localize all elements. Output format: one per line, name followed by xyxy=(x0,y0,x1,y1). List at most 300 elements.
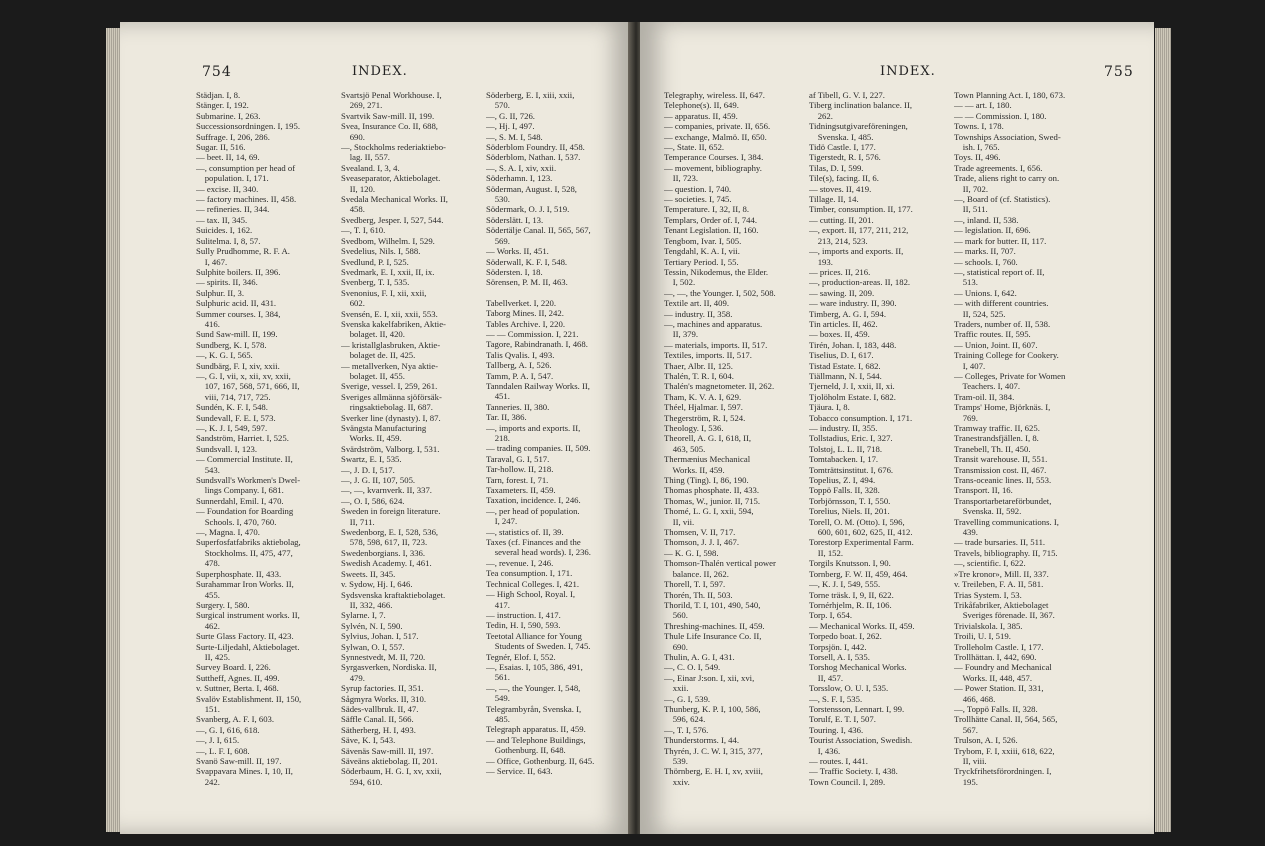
index-entry: 262. xyxy=(809,110,833,121)
index-entry: Trade, aliens right to carry on. xyxy=(954,173,1060,184)
index-entry: — schools. I, 760. xyxy=(954,256,1018,267)
index-entry: Telegraph apparatus. II, 459. xyxy=(486,724,586,735)
index-entry: —, K. J. I, 549, 597. xyxy=(196,423,268,433)
index-entry: Sundsvall. I, 123. xyxy=(196,443,258,454)
index-entry: —, Esaias. I, 105, 386, 491, xyxy=(486,661,583,672)
index-entry: —, G. I, 616, 618. xyxy=(196,724,260,735)
index-entry: — Foundry and Mechanical xyxy=(954,662,1052,673)
index-entry: Tjerneld, J. I, xxii, II, xi. xyxy=(809,381,895,392)
index-entry: Svensén, E. I, xii, xxii, 553. xyxy=(341,308,438,319)
index-entry: Trybom, F. I, xxiii, 618, 622, xyxy=(954,745,1055,756)
index-entry: Sörensen, P. M. II, 463. xyxy=(486,277,568,288)
index-entry: — spirits. II, 346. xyxy=(196,277,258,288)
index-entry: Swedish Academy. I, 461. xyxy=(341,558,432,569)
index-entry: Tranestrandsfjällen. I, 8. xyxy=(954,433,1039,444)
index-entry: Sugar. II, 516. xyxy=(196,142,246,153)
index-entry: 416. xyxy=(196,318,220,329)
index-entry: — trade bursaries. II, 511. xyxy=(954,537,1046,548)
index-entry: — legislation. II, 696. xyxy=(954,225,1031,236)
index-entry: —, scientific. I, 622. xyxy=(954,558,1026,569)
index-entry: 602. xyxy=(341,298,365,309)
index-entry: Thermænius Mechanical xyxy=(664,454,751,465)
index-entry: Surte Glass Factory. II, 423. xyxy=(196,631,294,642)
index-entry: Tollstadius, Eric. I, 327. xyxy=(809,433,893,444)
index-entry: II, 511. xyxy=(954,204,988,215)
index-entry: Tiselius, D. I, 617. xyxy=(809,350,874,361)
index-entry: Surgical instrument works. II, xyxy=(196,610,300,621)
index-entry: Torgils Knutsson. I, 90. xyxy=(809,558,891,569)
index-entry: Trolleholm Castle. I, 177. xyxy=(954,641,1044,652)
index-entry: —, Hj. I, 497. xyxy=(486,121,535,132)
index-entry: Temperance Courses. I, 384. xyxy=(664,152,764,163)
index-entry: Tiällmann, N. I, 544. xyxy=(809,370,882,381)
index-entry: Tiberg inclination balance. II, xyxy=(809,100,913,111)
index-entry: Svartvik Saw-mill. II, 199. xyxy=(341,110,435,121)
index-entry: Sandström, Harriet. I, 525. xyxy=(196,433,289,444)
index-entry: Tanneries. II, 380. xyxy=(486,401,550,412)
index-entry: Timberg, A. G. I, 594. xyxy=(809,308,886,319)
index-entry: Svenska. II, 592. xyxy=(954,506,1022,517)
index-entry: 600, 601, 602, 625, II, 412. xyxy=(809,527,913,538)
index-entry: — materials, imports. II, 517. xyxy=(664,339,768,350)
index-entry: v. Suttner, Berta. I, 468. xyxy=(196,683,279,694)
index-entry: Söderblom, Nathan. I, 537. xyxy=(486,152,581,163)
index-entry: — cutting. II, 201. xyxy=(809,214,874,225)
index-entry: — refineries. II, 344. xyxy=(196,204,270,215)
index-entry: Tanndalen Railway Works. II, xyxy=(486,380,590,391)
index-entry: Tedin, H. I, 590, 593. xyxy=(486,620,561,631)
index-entry: v. Sydow, Hj. I, 646. xyxy=(341,579,413,590)
index-entry: 463, 505. xyxy=(664,443,706,454)
index-entry: 195. xyxy=(954,776,978,787)
index-entry: Sävenäs Saw-mill. II, 197. xyxy=(341,745,434,756)
index-entry: — industry. II, 355. xyxy=(809,423,878,433)
left-page xyxy=(120,22,632,834)
index-entry: Tram-oil. II, 384. xyxy=(954,391,1015,402)
index-entry: 543. xyxy=(196,464,220,475)
index-entry: —, Stockholms rederiaktiebo- xyxy=(341,142,446,153)
index-entry: Svartsjö Penal Workhouse. I, xyxy=(341,90,442,100)
index-entry: Traffic routes. II, 595. xyxy=(954,329,1031,340)
index-entry: Trade agreements. I, 656. xyxy=(954,162,1043,173)
index-entry: Thunberg, K. P. I, 100, 586, xyxy=(664,703,761,714)
index-entry: — sawing. II, 209. xyxy=(809,287,875,298)
index-entry: — K. G. I, 598. xyxy=(664,547,719,558)
index-entry: Tornérhjelm, R. II, 106. xyxy=(809,599,892,610)
index-entry: —, imports and exports. II, xyxy=(809,246,904,257)
index-entry: — apparatus. II, 459. xyxy=(664,110,738,121)
index-entry: — kristallglasbruken, Aktie- xyxy=(341,339,441,350)
index-entry: Thulin, A. G. I, 431. xyxy=(664,651,735,662)
index-entry: —, —, the Younger. I, 502, 508. xyxy=(664,287,776,298)
index-entry: Tarn, forest. I, 71. xyxy=(486,474,549,485)
index-entry: Toys. II, 496. xyxy=(954,152,1001,163)
index-entry: Tobacco consumption. I, 171. xyxy=(809,412,913,423)
index-entry: Works. II, 459. xyxy=(664,464,725,475)
index-entry: Trias System. I, 53. xyxy=(954,589,1022,600)
index-entry: 269, 271. xyxy=(341,100,383,111)
index-entry: Svanö Saw-mill. II, 197. xyxy=(196,756,282,766)
index-entry: Tranebell, Th. II, 450. xyxy=(954,443,1031,454)
index-entry: —, —, kvarnverk. II, 337. xyxy=(341,485,432,496)
index-entry: Söderman, August. I, 528, xyxy=(486,183,577,194)
index-entry: Södermark, O. J. I, 519. xyxy=(486,204,570,215)
index-entry: — Union, Joint. II, 607. xyxy=(954,339,1038,350)
index-entry: Thomé, L. G. I, xxii, 594, xyxy=(664,506,754,517)
index-entry: lag. II, 557. xyxy=(341,152,390,163)
index-entry: 479. xyxy=(341,672,365,683)
index-entry: —, statistics of. II, 39. xyxy=(486,526,564,537)
left-column-3 xyxy=(486,90,625,787)
index-entry: — marks. II, 707. xyxy=(954,246,1016,257)
index-entry: Söderhamn. I, 123. xyxy=(486,173,553,184)
index-entry: 439. xyxy=(954,527,978,538)
index-entry: Troili, U. I, 519. xyxy=(954,631,1011,642)
index-entry: Sveriges allmänna sjöförsäk- xyxy=(341,391,442,402)
index-entry: — companies, private. II, 656. xyxy=(664,121,771,132)
index-entry: Tin articles. II, 462. xyxy=(809,318,878,329)
index-entry: — Commercial Institute. II, xyxy=(196,454,293,465)
index-entry: 485. xyxy=(486,713,510,724)
index-entry: Tile(s), facing. II, 6. xyxy=(809,173,879,184)
index-entry: Superfosfatfabriks aktiebolag, xyxy=(196,537,301,548)
left-page-header: INDEX. xyxy=(352,64,408,79)
index-entry: viii, 714, 717, 725. xyxy=(196,391,271,402)
index-entry: Training College for Cookery. xyxy=(954,350,1059,361)
index-entry: II, 711. xyxy=(341,516,375,527)
index-entry: Thomas phosphate. II, 433. xyxy=(664,485,760,496)
index-entry: Sulphuric acid. II, 431. xyxy=(196,298,277,309)
index-entry: 466, 468. xyxy=(954,693,996,704)
index-entry: Thunderstorms. I, 44. xyxy=(664,735,740,746)
index-entry: Svedbom, Wilhelm. I, 529. xyxy=(341,235,435,246)
index-entry: I, 436. xyxy=(809,745,841,756)
index-entry: Transport. II, 16. xyxy=(954,485,1013,496)
index-entry: Sundén, K. F. I, 548. xyxy=(196,402,268,413)
index-entry: Sågmyra Works. II, 310. xyxy=(341,693,427,704)
index-entry: Works. II, 448, 457. xyxy=(954,672,1033,683)
index-entry: —, K. J. I, 549, 555. xyxy=(809,579,881,590)
index-entry: Telegrambyrån, Svenska. I, xyxy=(486,703,582,714)
index-entry: 578, 598, 617, II, 723. xyxy=(341,537,428,548)
index-entry: Svedlund, P. I, 525. xyxy=(341,256,409,267)
index-entry: Tillage. II, 14. xyxy=(809,194,859,205)
index-entry: I, 467. xyxy=(196,256,228,267)
index-entry: xxiv. xyxy=(664,776,690,787)
index-entry: 242. xyxy=(196,776,220,787)
index-entry: Threshing-machines. II, 459. xyxy=(664,620,765,631)
index-entry: — Mechanical Works. II, 459. xyxy=(809,620,915,631)
index-entry: —, J. D. I, 517. xyxy=(341,464,395,475)
index-entry: —, J. I, 615. xyxy=(196,735,240,746)
index-entry: Transmission cost. II, 467. xyxy=(954,464,1047,475)
index-entry: Sveaseparator, Aktiebolaget. xyxy=(341,173,441,184)
index-entry: — instruction. I, 417. xyxy=(486,609,561,620)
index-entry: Sundsvall's Workmen's Dwel- xyxy=(196,475,301,486)
index-entry: ish. I, 765. xyxy=(954,142,1000,153)
index-entry: Tistad Estate. I, 682. xyxy=(809,360,881,371)
index-entry: Sydsvenska kraftaktiebolaget. xyxy=(341,589,446,600)
index-entry: 769. xyxy=(954,412,978,423)
index-entry: Trivialskola. I, 385. xyxy=(954,620,1023,631)
index-entry: Svenska kakelfabriken, Aktie- xyxy=(341,318,446,329)
index-entry: Sätherberg, H. I, 493. xyxy=(341,724,416,735)
index-entry: Schools. I, 470, 760. xyxy=(196,516,277,527)
index-entry: —, T. I, 576. xyxy=(664,724,709,735)
index-entry: Sundberg, K. I, 578. xyxy=(196,339,267,350)
index-entry: —, G. I, vii, x, xii, xv, xxii, xyxy=(196,370,291,381)
index-entry: Söderbaum, H. G. I, xv, xxii, xyxy=(341,766,442,777)
index-entry: —, C. O. I, 549. xyxy=(664,662,721,673)
index-entry: Gothenburg. II, 648. xyxy=(486,745,566,756)
index-entry: Trollhätte Canal. II, 564, 565, xyxy=(954,714,1058,725)
index-entry: —, statistical report of. II, xyxy=(954,266,1045,277)
index-entry: Säffle Canal. II, 566. xyxy=(341,714,414,725)
index-entry: —, inland. II, 538. xyxy=(954,214,1019,225)
index-entry: Sverker line (dynasty). I, 87. xyxy=(341,412,441,423)
index-entry: Torbjörnsson, T. I, 550. xyxy=(809,495,891,506)
index-entry: Svenonius, F. I, xii, xxii, xyxy=(341,287,427,298)
index-entry: —, —, the Younger. I, 548, xyxy=(486,682,581,693)
index-entry: Svenska. I, 485. xyxy=(809,131,874,142)
index-entry: Torell, O. M. (Otto). I, 596, xyxy=(809,516,905,527)
index-entry: Torestorp Experimental Farm. xyxy=(809,537,914,548)
index-entry: —, S. A. I, xiv, xxii. xyxy=(486,162,557,173)
index-entry: 560. xyxy=(664,610,688,621)
page-edges-left xyxy=(106,28,120,832)
index-entry: Thule Life Insurance Co. II, xyxy=(664,631,762,642)
index-entry: — factory machines. II, 458. xyxy=(196,194,297,205)
index-entry: Swedenborg, E. I, 528, 536, xyxy=(341,527,439,538)
index-entry: Thomson-Thalén vertical power xyxy=(664,558,776,569)
index-entry: Sweets. II, 345. xyxy=(341,568,396,579)
index-entry: Trulson, A. I, 526. xyxy=(954,735,1018,746)
index-entry: Town Council. I, 289. xyxy=(809,776,886,787)
index-entry: Torne träsk. I, 9, II, 622. xyxy=(809,589,894,600)
index-entry: Tramps' Home, Björknäs. I, xyxy=(954,402,1051,413)
index-entry: —, export. II, 177, 211, 212, xyxy=(809,225,909,236)
index-entry: Söderberg, E. I, xiii, xxii, xyxy=(486,90,575,100)
index-entry: Works. II, 459. xyxy=(341,433,402,444)
index-entry: Sylwan, O. I, 557. xyxy=(341,641,405,652)
index-entry: Tilas, D. I, 599. xyxy=(809,162,864,173)
index-entry: 417. xyxy=(486,599,510,610)
index-entry: Townships Association, Swed- xyxy=(954,131,1061,142)
index-entry: Tigerstedt, R. I, 576. xyxy=(809,152,881,163)
index-entry: 458. xyxy=(341,204,365,215)
index-entry: — excise. II, 340. xyxy=(196,183,259,194)
index-entry: Svedelius, Nils. I, 588. xyxy=(341,246,421,257)
index-entry: — Works. II, 451. xyxy=(486,246,549,257)
index-entry: Tenant Legislation. II, 160. xyxy=(664,225,759,236)
index-entry: Templars, Order of. I, 744. xyxy=(664,214,757,225)
index-entry: 561. xyxy=(486,672,510,683)
index-entry: Synnestvedt, M. II, 720. xyxy=(341,651,426,662)
index-entry: — Unions. I, 642. xyxy=(954,287,1017,298)
index-entry: —, machines and apparatus. xyxy=(664,318,763,329)
index-entry: II, 524, 525. xyxy=(954,308,1006,319)
index-entry: Theology. I, 536. xyxy=(664,423,724,433)
index-entry: — industry. II, 358. xyxy=(664,308,733,319)
index-entry: Sylarne. I, 7. xyxy=(341,610,386,621)
index-entry: lings Company. I, 681. xyxy=(196,485,284,496)
index-entry: Suffrage. I, 206, 286. xyxy=(196,131,270,142)
index-entry: — trading companies. II, 509. xyxy=(486,443,591,454)
index-entry: II, 457. xyxy=(809,672,844,683)
index-entry: Travelling communications. I, xyxy=(954,516,1059,527)
index-entry: Transportarbetareförbundet, xyxy=(954,495,1052,506)
index-entry: — Service. II, 643. xyxy=(486,766,553,776)
index-entry: II, vii. xyxy=(664,516,695,527)
index-entry: Tryckfrihetsförordningen. I, xyxy=(954,766,1052,777)
index-entry: — Foundation for Boarding xyxy=(196,506,294,517)
index-entry: Torelius, Niels. II, 201. xyxy=(809,506,890,517)
index-entry: —, revenue. I, 246. xyxy=(486,557,554,568)
index-entry: Torpsjön. I, 442. xyxy=(809,641,867,652)
index-entry: Trikåfabriker, Aktiebolaget xyxy=(954,599,1049,610)
index-entry: — question. I, 740. xyxy=(664,183,732,194)
index-entry: Torsslow, O. U. I, 535. xyxy=(809,683,889,694)
index-entry: — societies. I, 745. xyxy=(664,194,732,205)
index-entry: Teachers. I, 407. xyxy=(954,381,1021,392)
index-entry: — and Telephone Buildings, xyxy=(486,734,586,745)
index-entry: Trollhättan. I, 442, 690. xyxy=(954,651,1037,662)
index-entry: Tolstoj, L. L. II, 718. xyxy=(809,443,882,454)
index-entry: Svanberg, A. F. I, 603. xyxy=(196,714,275,725)
index-entry: bolaget de. II, 425. xyxy=(341,350,416,361)
index-entry: 549. xyxy=(486,693,510,704)
right-page xyxy=(640,22,1154,834)
index-entry: Thomson, J. J. I, 467. xyxy=(664,537,740,548)
index-entry: Svedberg, Jesper. I, 527, 544. xyxy=(341,214,444,225)
index-entry: Svappavara Mines. I, 10, II, xyxy=(196,766,293,777)
index-entry: 455. xyxy=(196,589,220,600)
index-entry: —, K. G. I, 565. xyxy=(196,350,253,361)
index-entry: 569. xyxy=(486,235,510,246)
index-entry: — metallverken, Nya aktie- xyxy=(341,360,438,371)
index-entry: Torulf, E. T. I, 507. xyxy=(809,714,876,725)
index-entry: —, Board of (cf. Statistics). xyxy=(954,194,1051,205)
index-entry: Students of Sweden. I, 745. xyxy=(486,641,591,652)
index-entry: — Traffic Society. I, 438. xyxy=(809,766,898,777)
index-entry: Tengbom, Ivar. I, 505. xyxy=(664,235,742,246)
index-entry: 107, 167, 568, 571, 666, II, xyxy=(196,381,300,392)
index-entry: Teetotal Alliance for Young xyxy=(486,630,582,641)
index-entry: — ware industry. II, 390. xyxy=(809,298,897,309)
index-entry: Tornberg, F. W. II, 459, 464. xyxy=(809,568,908,579)
index-entry: Thorén, Th. II, 503. xyxy=(664,589,733,600)
index-entry: —, Einar J:son. I, xii, xvi, xyxy=(664,672,755,683)
index-entry: Toppö Falls. II, 328. xyxy=(809,485,880,496)
index-entry: Trans-oceanic lines. II, 553. xyxy=(954,475,1052,486)
index-entry: Sulphur. II, 3. xyxy=(196,287,245,298)
index-entry: — with different countries. xyxy=(954,298,1049,309)
index-entry: Telegraphy, wireless. II, 647. xyxy=(664,90,765,100)
index-entry: Tar-hollow. II, 218. xyxy=(486,464,554,475)
left-column-1 xyxy=(196,90,335,787)
index-entry: —, imports and exports. II, xyxy=(486,422,581,433)
index-entry: Stockholms. II, 475, 477, xyxy=(196,547,293,558)
index-entry: Tallberg, A. I, 526. xyxy=(486,360,552,371)
index-entry: — prices. II, 216. xyxy=(809,266,871,277)
index-entry: Sädes-vallbruk. II, 47. xyxy=(341,703,419,714)
index-entry: —, S. M. I, 548. xyxy=(486,131,543,142)
index-entry: 151. xyxy=(196,703,220,714)
index-entry: Thing (Ting). I, 86, 190. xyxy=(664,475,749,486)
index-entry: Textiles, imports. II, 517. xyxy=(664,350,752,361)
section-gap xyxy=(486,288,625,298)
index-entry: I, 407. xyxy=(954,360,986,371)
index-entry: Sylvius, Johan. I, 517. xyxy=(341,631,419,642)
index-entry: Superphosphate. II, 433. xyxy=(196,568,282,579)
index-entry: Towns. I, 178. xyxy=(954,121,1004,132)
index-entry: Tjolöholm Estate. I, 682. xyxy=(809,391,896,402)
index-entry: —, L. F. I, 608. xyxy=(196,745,250,756)
index-entry: Taxameters. II, 459. xyxy=(486,485,556,496)
index-entry: Tourist Association, Swedish. xyxy=(809,735,913,746)
index-entry: 451. xyxy=(486,391,510,402)
index-entry: —, State. II, 652. xyxy=(664,142,725,153)
index-entry: Thomas, W., junior. II, 715. xyxy=(664,495,761,506)
index-entry: 539. xyxy=(664,756,688,766)
index-entry: —, T. I, 610. xyxy=(341,225,386,236)
index-entry: Tea consumption. I, 171. xyxy=(486,568,573,579)
index-entry: ringsaktiebolag. II, 687. xyxy=(341,402,433,413)
index-entry: Säve, K. I, 543. xyxy=(341,735,396,746)
index-entry: Thegerström, R. I, 524. xyxy=(664,412,746,423)
index-entry: Traders, number of. II, 538. xyxy=(954,318,1051,329)
index-entry: 478. xyxy=(196,558,220,569)
index-entry: Suicides. I, 162. xyxy=(196,225,253,236)
index-entry: Technical Colleges. I, 421. xyxy=(486,578,579,589)
right-index-columns xyxy=(664,90,1093,787)
index-entry: — routes. I, 441. xyxy=(809,756,868,766)
index-entry: Suttheff, Agnes. II, 499. xyxy=(196,672,280,683)
index-entry: bolaget. II, 455. xyxy=(341,370,405,381)
right-column-2 xyxy=(809,90,948,787)
index-entry: — — Commission. I, 180. xyxy=(954,110,1047,121)
index-entry: Torshog Mechanical Works. xyxy=(809,662,907,673)
index-entry: Tidö Castle. I, 177. xyxy=(809,142,876,153)
index-entry: Svedala Mechanical Works. II, xyxy=(341,194,448,205)
index-entry: Survey Board. I, 226. xyxy=(196,662,271,673)
index-entry: — — Commission. I, 221. xyxy=(486,328,579,339)
index-entry: Summer courses. I, 384, xyxy=(196,308,281,319)
index-entry: v. Treileben, F. A. II, 581. xyxy=(954,579,1044,590)
index-entry: —, Toppö Falls. II, 328. xyxy=(954,703,1038,714)
index-entry: Svalöv Establishment. II, 150, xyxy=(196,693,302,704)
index-entry: II, 152. xyxy=(809,547,844,558)
index-entry: II, 120. xyxy=(341,183,376,194)
index-entry: Tengdahl, K. A. I, vii. xyxy=(664,246,740,257)
index-entry: 690. xyxy=(664,641,688,652)
index-entry: Taxes (cf. Finances and the xyxy=(486,537,581,548)
index-entry: — — art. I, 180. xyxy=(954,100,1012,111)
right-page-header: INDEX. xyxy=(880,64,936,79)
index-entry: Taxation, incidence. I, 246. xyxy=(486,495,581,506)
index-entry: bolaget. II, 420. xyxy=(341,329,405,340)
index-entry: Sundevall, F. E. I, 573. xyxy=(196,412,276,423)
index-entry: Surgery. I, 580. xyxy=(196,599,250,610)
page-edges-right xyxy=(1155,28,1171,832)
index-entry: Tidningsutgivareföreningen, xyxy=(809,121,908,132)
index-entry: Tirén, Johan. I, 183, 448. xyxy=(809,339,897,350)
index-entry: 193. xyxy=(809,256,833,267)
index-entry: — Colleges, Private for Women xyxy=(954,370,1066,381)
index-entry: 567. xyxy=(954,724,978,735)
index-entry: Sveriges förenade. II, 367. xyxy=(954,610,1055,621)
index-entry: 218. xyxy=(486,433,510,443)
